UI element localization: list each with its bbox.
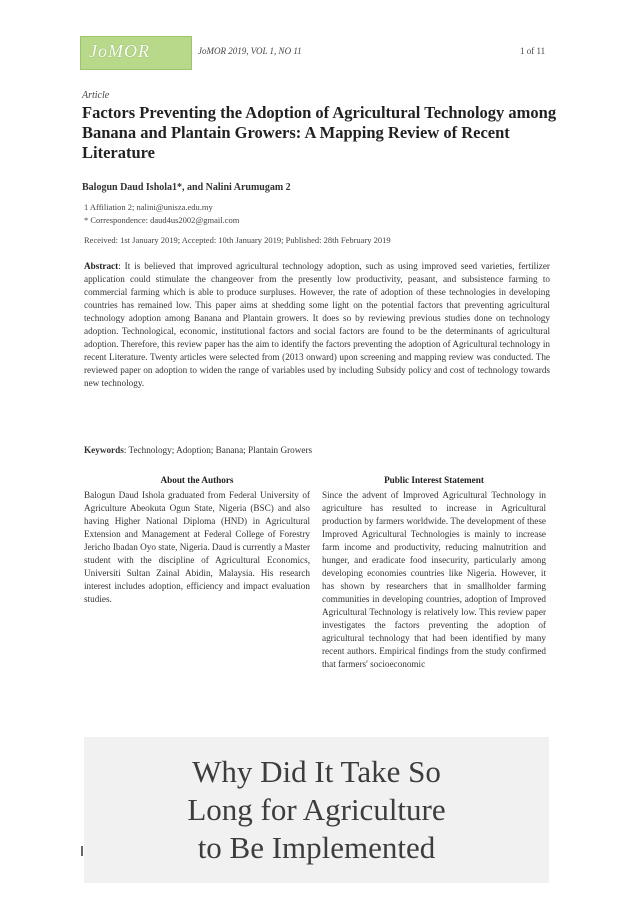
affiliations <box>84 201 239 227</box>
correspondence-line: * Correspondence: daud4us2002@gmail.com <box>84 215 240 225</box>
journal-logo <box>80 36 192 70</box>
paper-title: Factors Preventing the Adoption of Agricultural Technology among Banana and Plantain Growers: A Mapping Review of Recent Literature <box>82 103 557 162</box>
abstract <box>84 260 550 390</box>
edge-mark <box>81 846 83 856</box>
about-authors-heading: About the Authors <box>160 475 234 485</box>
affiliation-line: 1 Affiliation 2; nalini@unisza.edu.my <box>84 202 213 212</box>
author-list: Balogun Daud Ishola1*, and Nalini Arumugam 2 <box>82 182 291 193</box>
public-interest-text: Since the advent of Improved Agricultural Technology in agriculture has resulted to increase in Agricultural production by farmers worldwide. The development of these Improved Agricultural Technologies is mainly to increase farm income and productivity, reducing malnutrition and hunger, and eradicate food insecurity, particularly among developing economies countries like Nigeria. However, it has shown by researchers that in smallholder farming communities in developing countries, adoption of Improved Agricultural Technology is relatively low. This review paper investigates the factors preventing the adoption of agricultural technology that had been identified by many recent authors. Empirical findings from the study confirmed that farmers' socioeconomic <box>322 490 546 669</box>
public-interest-section <box>322 474 546 671</box>
caption-line-3: to Be Implemented <box>197 830 436 865</box>
caption-line-2: Long for Agriculture <box>187 792 446 827</box>
publication-dates: Received: 1st January 2019; Accepted: 10th January 2019; Published: 28th February 2019 <box>84 235 391 245</box>
page-number: 1 of 11 <box>520 46 546 56</box>
about-authors-text: Balogun Daud Ishola graduated from Federal University of Agriculture Abeokuta Ogun State, Nigeria (BSC) and also having Higher National Diploma (HND) in Agricultural Extension and Management at Federal College of Forestry Jericho Ibadan Oyo state, Nigeria. Daud is currently a Master student with the discipline of Agricultural Economics, Universiti Sultan Zainal Abidin, Malaysia. His research interest includes adoption, efficiency and impact evaluation studies. <box>84 490 310 604</box>
caption-text <box>84 753 549 867</box>
article-type-label: Article <box>82 90 110 101</box>
about-authors-section <box>84 474 310 606</box>
keywords-text: : Technology; Adoption; Banana; Plantain Growers <box>123 445 313 455</box>
abstract-text: : It is believed that improved agricultural technology adoption, such as using improved seed varieties, fertilizer application could stimulate the changeover from the presently low productivity, peasant, and subsistence farming to commercial farming which is able to produce surpluses. However, the rate of adoption of these technologies in developing countries has remained low. This paper aims at shedding some light on the potential factors that preventing agricultural technology adoption among Banana and Plantain growers. It does so by reviewing previous studies done on technology adoption. Technological, economic, institutional factors and social factors are found to be the determinants of agricultural adoption. Therefore, this review paper has the aim to identify the factors preventing the adoption of Agricultural technology in recent Literature. Twenty articles were selected from (2013 onward) upon screening and mapping review was conducted. The reviewed paper on adoption to widen the range of variables used by including Subsidy policy and cost of technology towards new technology. <box>84 261 550 388</box>
keywords-label: Keywords <box>84 445 124 455</box>
public-interest-heading: Public Interest Statement <box>384 475 484 485</box>
abstract-label: Abstract <box>84 261 119 271</box>
journal-citation: JoMOR 2019, VOL 1, NO 11 <box>198 46 302 56</box>
caption-overlay <box>84 737 549 883</box>
journal-logo-text: JoMOR <box>89 41 150 61</box>
keywords <box>84 445 312 455</box>
caption-line-1: Why Did It Take So <box>192 754 441 789</box>
